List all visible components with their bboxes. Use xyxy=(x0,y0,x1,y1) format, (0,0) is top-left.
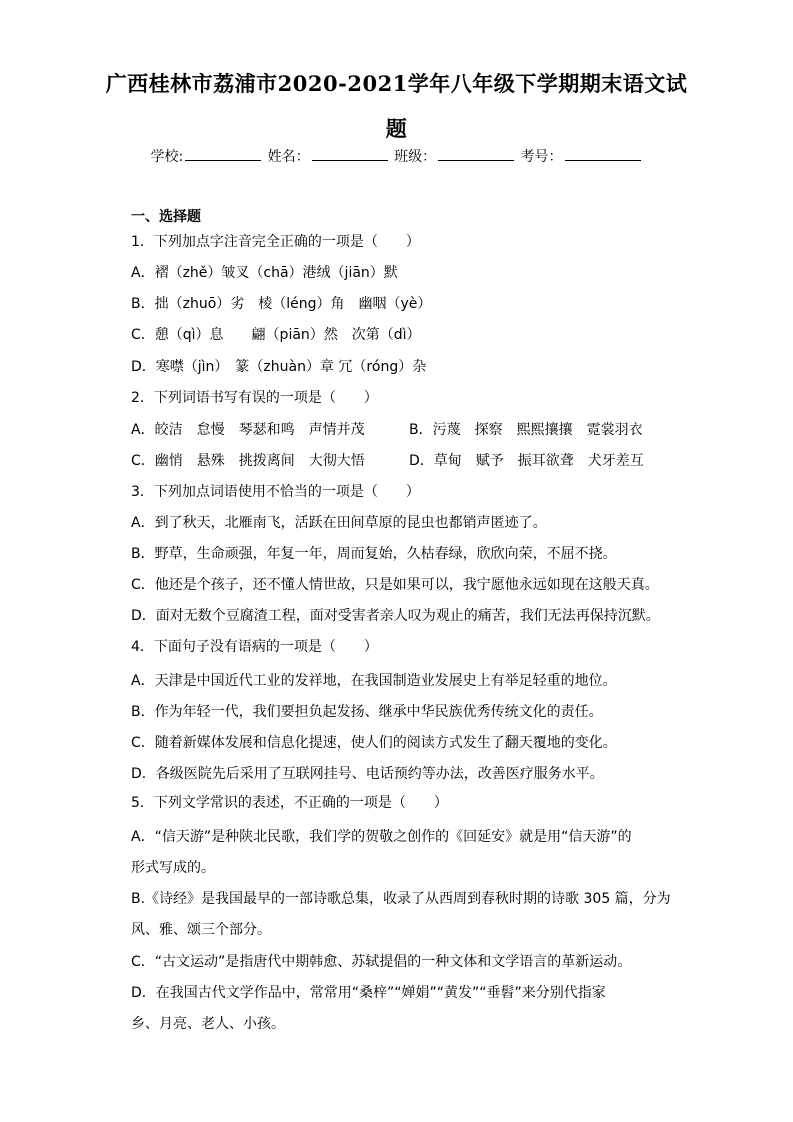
section-heading: 一、选择题 xyxy=(131,209,201,225)
question-4: 4．下面句子没有语病的一项是（ ） xyxy=(131,639,378,655)
class-label: 班级： xyxy=(394,149,437,165)
exam-no-label: 考号： xyxy=(520,149,563,165)
question-5: 5．下列文学常识的表述，不正确的一项是（ ） xyxy=(131,795,448,811)
q2-row-1 xyxy=(131,419,643,439)
q5-option-a-cont: 形式写成的。 xyxy=(131,860,215,876)
q4-option-a: A．天津是中国近代工业的发祥地，在我国制造业发展史上有举足轻重的地位。 xyxy=(131,673,617,689)
q1-option-b: B．拙（zhuō）劣 棱（léng）角 幽咽（yè） xyxy=(131,296,432,312)
q3-option-b: B．野草，生命顽强，年复一年，周而复始，久枯春绿，欣欣向荣，不屈不挠。 xyxy=(131,546,617,562)
school-blank xyxy=(185,147,261,161)
q1-option-c: C．憩（qì）息 翩（piān）然 次第（dì） xyxy=(131,327,421,343)
school-label: 学校: xyxy=(150,149,184,165)
name-label: 姓名： xyxy=(267,149,310,165)
name-blank xyxy=(312,147,388,161)
q5-option-a: A．“信天游”是种陕北民歌，我们学的贺敬之创作的《回延安》就是用“信天游”的 xyxy=(131,829,632,845)
q2-option-a: A．皎洁 怠慢 琴瑟和鸣 声情并茂 xyxy=(131,422,365,438)
q5-option-b: B.《诗经》是我国最早的一部诗歌总集，收录了从西周到春秋时期的诗歌 305 篇，分为 xyxy=(131,891,671,907)
q4-option-b: B．作为年轻一代，我们要担负起发扬、继承中华民族优秀传统文化的责任。 xyxy=(131,704,603,720)
exam-title-line1: 广西桂林市荔浦市2020-2021学年八年级下学期期末语文试 xyxy=(105,71,688,96)
q5-option-d: D．在我国古代文学作品中，常常用“桑梓”“婵娟”“黄发”“垂髫”来分别代指家 xyxy=(131,985,606,1001)
exam-no-blank xyxy=(565,147,641,161)
q3-option-d: D．面对无数个豆腐渣工程，面对受害者亲人叹为观止的痛苦，我们无法再保持沉默。 xyxy=(131,608,660,624)
q3-option-a: A．到了秋天，北雁南飞，活跃在田间草原的昆虫也都销声匿迹了。 xyxy=(131,515,547,531)
q4-option-c: C．随着新媒体发展和信息化提速，使人们的阅读方式发生了翻天覆地的变化。 xyxy=(131,735,617,751)
q2-option-d: D．草甸 赋予 振耳欲聋 犬牙差互 xyxy=(409,453,644,469)
question-3: 3．下列加点词语使用不恰当的一项是（ ） xyxy=(131,484,420,500)
q1-option-a: A．褶（zhě）皱叉（chā）港绒（jiān）默 xyxy=(131,265,398,281)
q2-option-b: B．污蔑 探察 熙熙攘攘 霓裳羽衣 xyxy=(409,422,643,438)
q3-option-c: C．他还是个孩子，还不懂人情世故，只是如果可以，我宁愿他永远如现在这般天真。 xyxy=(131,577,659,593)
q5-option-d-cont: 乡、月亮、老人、小孩。 xyxy=(131,1016,285,1032)
question-2: 2．下列词语书写有误的一项是（ ） xyxy=(131,390,378,406)
q5-option-c: C．“古文运动”是指唐代中期韩愈、苏轼提倡的一种文体和文学语言的革新运动。 xyxy=(131,954,632,970)
class-blank xyxy=(438,147,514,161)
question-1: 1．下列加点字注音完全正确的一项是（ ） xyxy=(131,234,420,250)
q2-row-2 xyxy=(131,450,644,470)
q2-option-c: C．幽悄 悬殊 挑拨离间 大彻大悟 xyxy=(131,453,365,469)
q5-option-b-cont: 风、雅、颂三个部分。 xyxy=(131,922,271,938)
q1-option-d: D．寒噤（jìn） 篆（zhuàn）章 冗（róng）杂 xyxy=(131,359,427,375)
q4-option-d: D．各级医院先后采用了互联网挂号、电话预约等办法，改善医疗服务水平。 xyxy=(131,766,604,782)
exam-title-line2: 题 xyxy=(385,116,408,141)
student-info-row xyxy=(0,146,793,166)
